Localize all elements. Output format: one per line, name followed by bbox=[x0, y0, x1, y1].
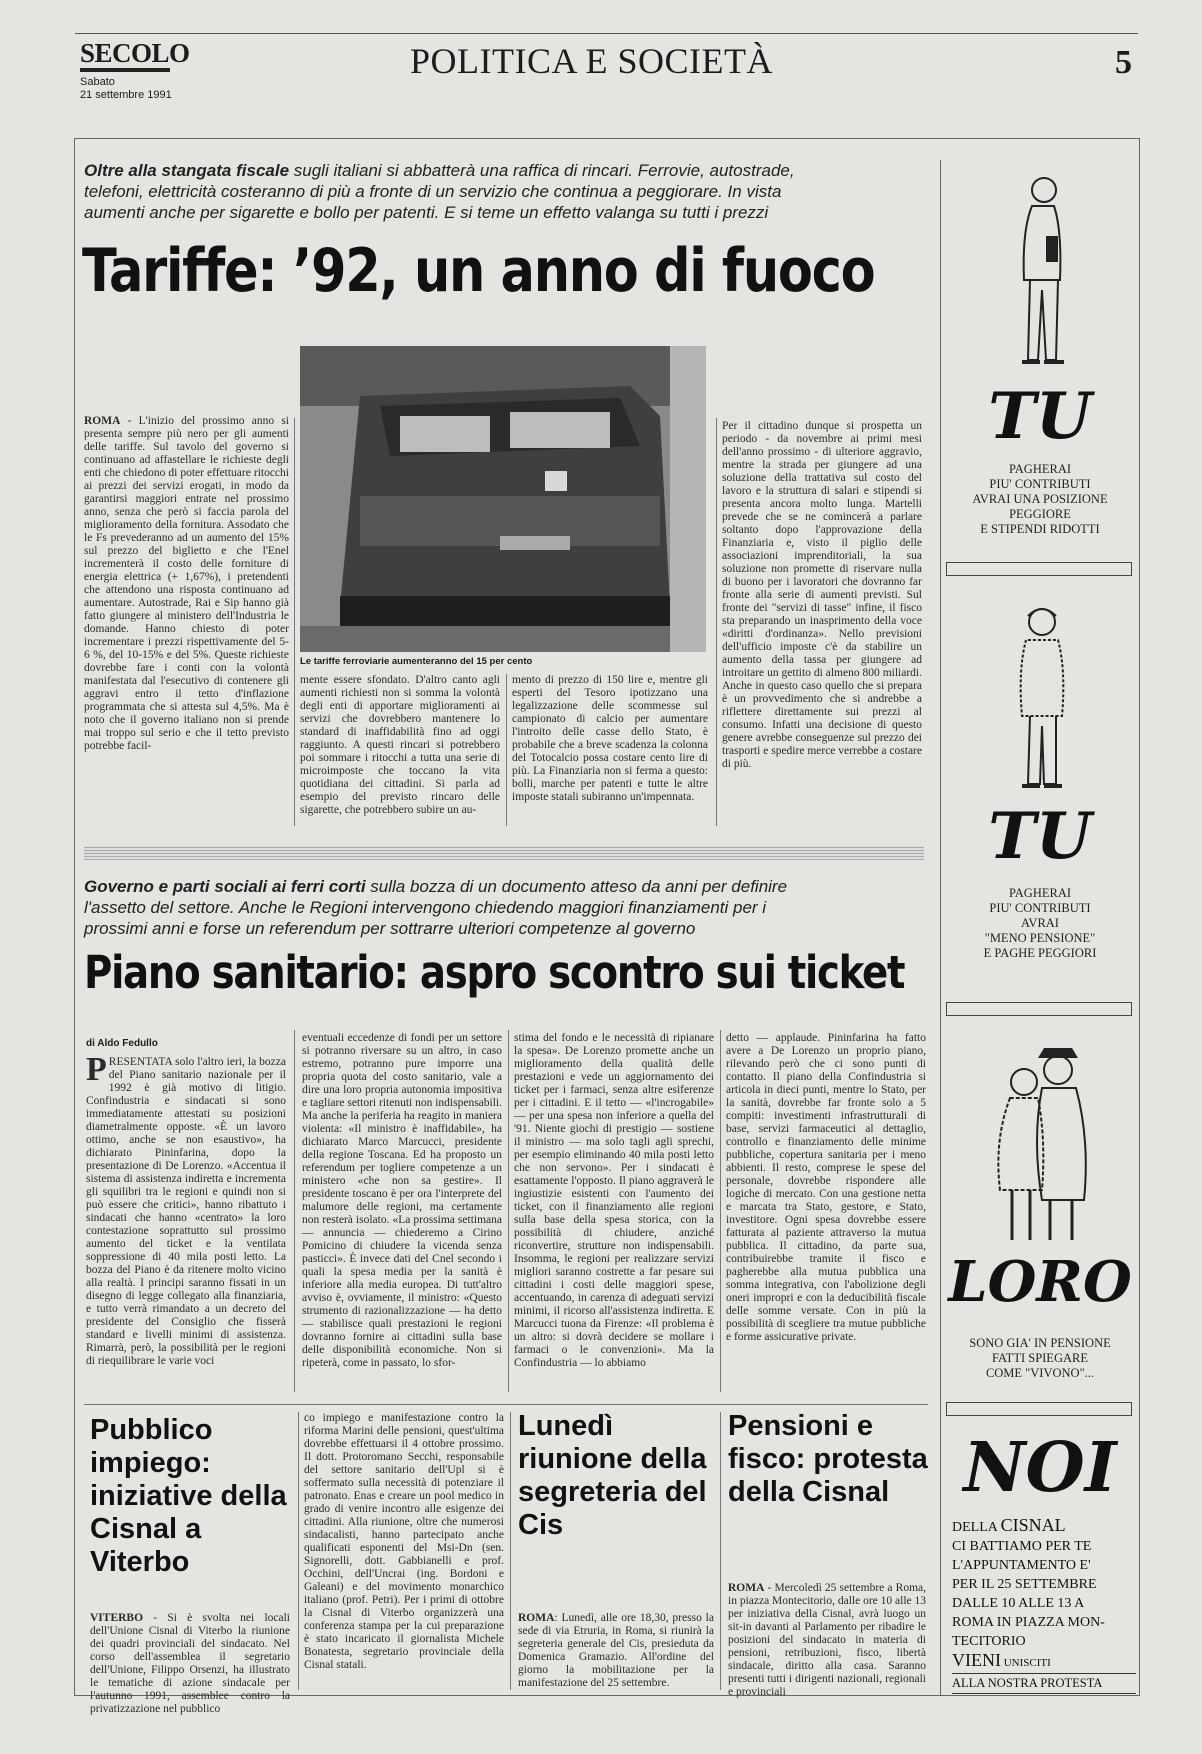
article2-byline: di Aldo Fedullo bbox=[86, 1038, 158, 1049]
ad4-vieni-word: VIENI bbox=[952, 1650, 1001, 1670]
ad2-box bbox=[946, 1002, 1132, 1016]
article2-kicker-text: sulla bozza di un documento atteso da anni per definire l'assetto del settore. Anche le Regioni intervengono chiedendo maggiori finanziamenti per i prossimi anni e forse un referendum per sottrarre ulteriori competenze al governo bbox=[84, 877, 788, 938]
ad4-cisnal-word: CISNAL bbox=[1000, 1515, 1066, 1535]
brief1-col1-text: - Si è svolta nei locali dell'Unione Cisnal di Viterbo la riunione dei quadri provinciali del sindacato. Nel corso dell'assemblea il segretario dell'Unione, Filippo Orsenzi, ha illustrato le tematiche di azione sindacale per l'autunno 1991, assemblee contro la privatizzazione nel pubblico bbox=[90, 1612, 290, 1715]
ad3-text bbox=[942, 1336, 1138, 1381]
article1-col1-text: - L'inizio del prossimo anno si presenta sempre più nero per gli aumenti delle tariffe. Sul tavolo del governo si continuano ad affastellare le richieste degli enti che chiedono di poter effettuare ritocchi ai prezzi dei servizi erogati, in modo da garantirsi maggiori entrate nel prossimo anno, senza che però si faccia parola del miglioramento della fornitura. Assodato che le Fs prevederanno ad un aumento del 15% sul prezzo del biglietto e che l'Enel incrementerà il costo delle forniture di energia elettrica (+ 1,67%), i pretendenti che attendono una risposta continuano ad aumentare. Autostrade, Rai e Sip hanno già fatto giungere al ministero dell'Industria le domande. Hanno chiesto di poter incrementare i prezzi rispettivamente del 5-6 %, del 10-15% e del 5%. Queste richieste dovrebbe fare i conti con la volontà manifestata dal l'esecutivo di contenere gli aggravi entro il tetto d'inflazione programmata che si attesta sul 4,5%. Ma è noto che il governo italiano non si prende mai troppo sul serio e che il tetto previsto potrebbe facil- bbox=[84, 415, 289, 752]
article2-column-3: stima del fondo e le necessità di ripianare la spesa». De Lorenzo promette anche un miglioramento della qualità delle prestazioni e vede un aggiornamento dei ticket per i farmaci, senza altre esiferenze per i cittadini. E il tetto — «l'incrogabile» — per una spesa non inferiore a quella del '91. Niente giochi di prestigio — sostiene il ministro — ma solo tagli agli sprechi, per esempio eliminando 40 mila posti letto che non servono». Per i sindacati è esattamente l'opposto. Il piano aggraverà le ingiustizie esistenti con l'aumento dei ticket, con il finanziamento alle regioni sulla base della spesa storica, con la possibilità di chiudere, anziché riconvertire, strutture non indispensabili. Insomma, le regioni per realizzare servizi migliori saranno costrette a far pesare sui cittadini i costi delle maggiori spese, accentuando, in carenza di adeguati servizi minimi, il ricorso all'assistenza indiretta. E Marcucci tuona da Firenze: «Il problema è un altro: si dovrà decidere se mollare i farmaci o le convenzioni». Ma la Confindustria — lo abbiamo bbox=[514, 1032, 714, 1369]
page-number: 5 bbox=[1115, 44, 1132, 81]
worker-figure-illustration bbox=[1002, 170, 1082, 380]
ad4-line-last: ALLA NOSTRA PROTESTA bbox=[952, 1673, 1136, 1694]
ad1-line: PEGGIORE bbox=[1009, 507, 1071, 521]
ad1-text bbox=[942, 462, 1138, 537]
article1-dateline: ROMA bbox=[84, 415, 121, 427]
section-separator bbox=[84, 846, 924, 860]
column-rule bbox=[716, 418, 717, 826]
ad2-line: E PAGHE PEGGIORI bbox=[983, 946, 1097, 960]
top-rule bbox=[75, 33, 1138, 34]
sidebar-ad-2 bbox=[942, 580, 1138, 1000]
briefs-divider bbox=[84, 1404, 928, 1405]
article2-column-2: eventuali eccedenze di fondi per un settore si potranno riversare su un altro, in caso estremo, potranno pure imporre una propria quota del costo sanitario, vale a dire una loro propria autonomia impositiva e tagliare settori ritenuti non indispensabili. Ma anche la periferia ha reagito in maniera violenta: «Il ministro è inaffidabile», ha dichiarato Marco Marcucci, presidente della regione Toscana. Ed ha proposto un referendum per togliere competenze a un ministero «che non sa gestire». Il presidente toscano è per ora l'interprete del malumore delle regioni, ma certamente non resterà isolato. «La prossima settimana — annuncia — chiederemo a Cirino Pomicino di chiudere la vicenda senza pasticci». È invece dati del Cnel secondo i quali la spesa media per la sanità è inferiore alla media europea. Di tutt'altro avviso è, ovviamente, il ministro: «Questo strumento di razionalizzazione — ha detto — stabilisce quali prestazioni le regioni dovranno fornire ai cittadini sulla base delle disponibilità economiche. Non si ripeterà, come in passato, lo sfor- bbox=[302, 1032, 502, 1369]
brief1-title: Pubblico impiego: iniziative della Cisnal a Viterbo bbox=[90, 1414, 287, 1578]
ad1-line: PAGHERAI bbox=[1008, 462, 1072, 476]
ad3-line: SONO GIA' IN PENSIONE bbox=[969, 1336, 1111, 1350]
ad2-line: AVRAI bbox=[1021, 916, 1059, 930]
ad3-line: COME "VIVONO"... bbox=[985, 1366, 1095, 1380]
train-photo-image bbox=[300, 346, 706, 652]
brief2-title: Lunedì riunione della segreteria del Cis bbox=[518, 1410, 707, 1541]
ad4-line: TECITORIO bbox=[952, 1634, 1026, 1649]
newspaper-logo: SECOLO bbox=[80, 38, 190, 68]
ad4-line-vieni bbox=[952, 1651, 1136, 1673]
ad4-line: DALLE 10 ALLE 13 A bbox=[952, 1596, 1085, 1611]
article1-kicker-bold: Oltre alla stangata fiscale bbox=[84, 161, 290, 180]
ad2-line: PAGHERAI bbox=[1008, 886, 1072, 900]
ad2-line: "MENO PENSIONE" bbox=[984, 931, 1096, 945]
ad4-line-cisnal bbox=[952, 1516, 1136, 1537]
logo-underline bbox=[80, 68, 170, 72]
column-rule bbox=[298, 1412, 299, 1690]
date-full: 21 settembre 1991 bbox=[80, 89, 172, 101]
article2-column-4: detto — applaude. Pininfarina ha fatto avere a De Lorenzo un proprio piano, rilevando però che ci sono punti di contatto. Il piano della Confindustria si articola in dieci punti, mentre lo Stato, per la sanità, dovrebbe far fronte solo a 5 compiti: investimenti infrastrutturali di base, servizi farmaceutici al dettaglio, controllo e finanziamento delle minime pubbliche, copertura sanitaria per i meno abbienti. Il resto, comprese le spese del personale, dovrebbe rispondere alle logiche di mercato. Con una gestione netta e marcata tra Stato, gestore, e Stato, investitore. Ogni spesa dovrebbe essere fatturata al paziente attraverso la mutua pubblica. Il cittadino, da parte sua, contribuirebbe tramite il fisco e pagherebbe alla mutua pubblica una somma integrativa, con l'abolizione degli oneri impropri e con la deducibilità fiscale delle somme versate. Con in più la possibilità di scegliere tra mutue pubbliche e forme assicurative private. bbox=[726, 1032, 926, 1343]
brief2-body bbox=[518, 1612, 714, 1688]
brief3-body bbox=[728, 1582, 926, 1698]
article2-headline: Piano sanitario: aspro scontro sui ticket bbox=[84, 946, 905, 999]
article2-col1-text: RESENTATA solo l'altro ieri, la bozza del Piano sanitario nazionale per il 1992 è già motivo di litigio. Confindustria e sindacati si sono immediatamente attestati su posizioni diametralmente opposte. «È un lavoro ottimo, anche se non esaustivo», ha dichiarato Pininfarina, dopo la presentazione di De Lorenzo. «Accentua il sistema di assistenza indiretta e incrementa gli squilibri tra le regioni e quindi non si può essere che critici», hanno ribattuto i sindacati che hanno «centrato» la loro contestazione soprattutto sul prossimo aumento del ticket e la ventilata soppressione di 40 mila posti letto. La bozza del Piano è da ritenere molto vicino alla realtà. I principi saranno fissati in un disegno di legge collegato alla finanziaria, e tutto verrà rimandato a un decreto del presidente del Consiglio che fisserà standard e livelli minimi di assistenza. Rimarrà, però, la possibilità per le regioni di riequilibrare le varie voci bbox=[86, 1056, 286, 1367]
ad1-line: E STIPENDI RIDOTTI bbox=[980, 522, 1100, 536]
brief1-column-1 bbox=[90, 1612, 290, 1715]
article1-kicker-text: sugli italiani si abbatterà una raffica di rincari. Ferrovie, autostrade, telefoni, elettricità costeranno di più a fronte di un servizio che continua a peggiorare. In vista aumenti anche per sigarette e bollo per patenti. E si teme un effetto valanga su tutti i prezzi bbox=[84, 161, 795, 222]
brief2-dateline: ROMA bbox=[518, 1612, 555, 1624]
sidebar-ad-1 bbox=[942, 160, 1138, 560]
article1-column-4: Per il cittadino dunque si prospetta un periodo - da novembre ai primi mesi dell'anno prossimo - di ulteriore aggravio, mentre la strada per giungere ad una soluzione della trattativa sul costo del lavoro e la struttura di salari e stipendi si presenta ancora molto lunga. Martelli prevede che se ne comincerà a parlare soltanto dopo l'approvazione della Finanziaria e, visto il piglio delle associazioni imprenditoriali, la sua soluzione non promette di riservare nulla di buono per i lavoratori che dovranno far fronte alla serie di aumenti previsti. Sul fronte dei "servizi di tasse" infine, il fisco sta preparando un inasprimento della voce «diritti d'ordinanza». Nello previsioni dell'ufficio imposte c'è da stabilire un aumento della tassa per giungere ad introitare un gettito di almeno 800 miliardi. Anche in questo caso quello che si prepara è un provvedimento che si andrebbe a riflettere direttamente sui prezzi al consumo. Infatti una decisione di questo genere avrebbe conseguenze sul prezzo dei trasporti e spedire merce verrebbe a costare di più. bbox=[722, 420, 922, 770]
ad4-line: ROMA IN PIAZZA MON- bbox=[952, 1615, 1105, 1630]
article1-column-2: mente essere sfondato. D'altro canto agli aumenti richiesti non si somma la volontà degli enti di apportare miglioramenti ai servizi che dovrebbero mantenere lo standard di inaffidabilità fino ad oggi raggiunto. A questi rincari si potrebbero poi sommare i ritocchi a tutta una serie di microimposte che toccano la vita quotidiana dei cittadini. Si parla ad esempio del previsto rincaro delle sigarette, che potrebbero subire un au- bbox=[300, 674, 500, 816]
column-rule bbox=[294, 1030, 295, 1392]
brief1-dateline: VITERBO bbox=[90, 1612, 144, 1624]
train-photo bbox=[300, 346, 706, 652]
brief3-title: Pensioni e fisco: protesta della Cisnal bbox=[728, 1410, 928, 1508]
ad3-line: FATTI SPIEGARE bbox=[992, 1351, 1088, 1365]
date-weekday: Sabato bbox=[80, 76, 115, 88]
column-rule bbox=[294, 418, 295, 826]
ad4-line: CI BATTIAMO PER TE bbox=[952, 1539, 1092, 1554]
section-title: POLITICA E SOCIETÀ bbox=[410, 41, 773, 81]
ad2-heading: TU bbox=[988, 799, 1092, 874]
dropcap-letter: P bbox=[86, 1051, 107, 1088]
rich-men-illustration bbox=[982, 1040, 1102, 1250]
ad4-line: L'APPUNTAMENTO E' bbox=[952, 1558, 1091, 1573]
brief1-column-2: co impiego e manifestazione contro la riforma Marini delle pensioni, quest'ultima dovrebbe effettuarsi il 4 ottobre prossimo. Il dott. Protoromano Secchi, responsabile del settore sanitario dell'Upl si è soffermato sulla necessità di potenziare il patronato. Enas e creare un pool medico in grado di venire incontro alle esigenze dei cittadini. Alla riunione, oltre che numerosi sindacalisti, hanno partecipato anche qualificati esponenti del Msi-Dn (sen. Signorelli, dott. Gabbianelli e prof. Occhini, dell'Uncrai (ing. Bordoni e Galeani) e del movimento monarchico italiano (prof. Petri). Per i primi di ottobre la Cisnal di Viterbo organizzerà una conferenza stampa per la cui preparazione è stato incaricato il giornalista Michele Bonatesta, segretario provinciale della Cisnal statali. bbox=[304, 1412, 504, 1671]
ad1-box bbox=[946, 562, 1132, 576]
ad4-text bbox=[952, 1516, 1136, 1694]
ad3-box bbox=[946, 1402, 1132, 1416]
article2-kicker-bold: Governo e parti sociali ai ferri corti bbox=[84, 877, 366, 896]
article1-kicker bbox=[84, 160, 814, 223]
column-rule bbox=[510, 1412, 511, 1690]
ad4-heading: NOI bbox=[963, 1428, 1117, 1508]
column-rule bbox=[720, 1030, 721, 1392]
sidebar-ad-4 bbox=[942, 1416, 1138, 1696]
column-rule bbox=[506, 674, 507, 826]
article2-column-1 bbox=[86, 1051, 286, 1392]
column-rule bbox=[720, 1412, 721, 1690]
article2-kicker bbox=[84, 876, 814, 939]
ad4-line-prefix: DELLA bbox=[952, 1520, 1001, 1535]
issue-date bbox=[80, 76, 172, 102]
brief2-body-text: : Lunedì, alle ore 18,30, presso la sede di via Etruria, in Roma, si riunirà la segreteria generale del Cis, presieduta da Domenica Gramazio. All'ordine del giorno la mobilitazione per la manifestazione del 25 settembre. bbox=[518, 1612, 714, 1689]
ad1-line: AVRAI UNA POSIZIONE bbox=[972, 492, 1108, 506]
article1-column-3: mento di prezzo di 150 lire e, mentre gli esperti del Tesoro ipotizzano una legalizzazione delle scommesse sul campionato di calcio per aumentare l'introito delle casse dello Stato, è probabile che a breve scadenza la colonna del Totocalcio possa costare cento lire di più. La Finanziaria non si ferma a questo: bolli, marche per patenti e tutte le altre imposte statali subiranno un'impennata. bbox=[512, 674, 708, 803]
ad3-heading: LORO bbox=[948, 1249, 1132, 1315]
ad2-text bbox=[942, 886, 1138, 961]
ad1-line: PIU' CONTRIBUTI bbox=[989, 477, 1091, 491]
sidebar-ad-3 bbox=[942, 1030, 1138, 1410]
brief3-body-text: - Mercoledì 25 settembre a Roma, in piazza Montecitorio, dalle ore 10 alle 13 per iniziativa della Cisnal, avrà luogo un sit-in davanti al Parlamento per ribadire le posizioni del sindacato in materia di pensioni, retribuzioni, fisco, libertà sindacale, diritto alla casa. Saranno presenti tutti i dirigenti nazionali, regionali e provinciali bbox=[728, 1582, 926, 1698]
article1-column-1 bbox=[84, 415, 289, 827]
pensioner-figure-illustration bbox=[1002, 600, 1082, 800]
ad1-heading: TU bbox=[988, 379, 1092, 454]
article1-headline: Tariffe: ’92, un anno di fuoco bbox=[82, 236, 875, 306]
ad2-line: PIU' CONTRIBUTI bbox=[989, 901, 1091, 915]
column-rule bbox=[508, 1030, 509, 1392]
ad4-unisciti-word: UNISCITI bbox=[1000, 1657, 1051, 1669]
ad4-line: PER IL 25 SETTEMBRE bbox=[952, 1577, 1097, 1592]
photo-caption: Le tariffe ferroviarie aumenteranno del 15 per cento bbox=[300, 656, 533, 667]
brief3-dateline: ROMA bbox=[728, 1582, 765, 1594]
